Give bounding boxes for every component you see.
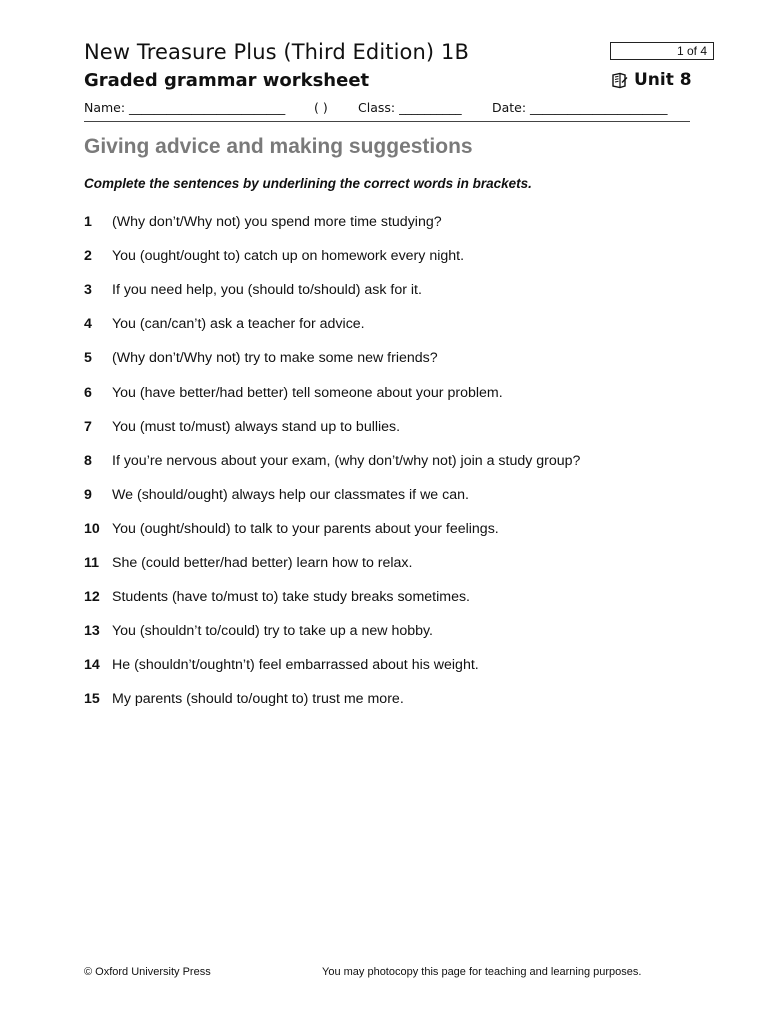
question-text: You (can/can’t) ask a teacher for advice. [112, 316, 365, 333]
question-number: 10 [84, 520, 100, 537]
footer-copyright: © Oxford University Press [84, 966, 211, 978]
question-number: 7 [84, 418, 92, 435]
header-divider [84, 121, 690, 122]
question-number: 11 [84, 555, 99, 571]
unit-label: Unit 8 [634, 70, 692, 90]
page-indicator: 1 of 4 [610, 42, 714, 60]
question-number: 1 [84, 214, 92, 230]
class-field: Class: __________ [358, 100, 462, 115]
book-pencil-icon [611, 72, 628, 89]
question-number: 5 [84, 350, 92, 367]
worksheet-subtitle: Graded grammar worksheet [84, 70, 370, 91]
question-number: 15 [84, 691, 100, 708]
instruction-text: Complete the sentences by underlining the correct words in brackets. [84, 176, 532, 191]
question-text: If you need help, you (should to/should) ask for it. [112, 282, 422, 299]
question-number: 4 [84, 316, 92, 333]
footer-notice: You may photocopy this page for teaching and learning purposes. [322, 966, 642, 978]
question-text: We (should/ought) always help our classmates if we can. [112, 486, 469, 503]
question-number: 3 [84, 282, 92, 299]
question-text: He (shouldn’t/oughtn’t) feel embarrassed about his weight. [112, 657, 479, 674]
name-field: Name: _________________________ [84, 100, 286, 115]
question-text: If you’re nervous about your exam, (why don’t/why not) join a study group? [112, 452, 581, 469]
question-text: My parents (should to/ought to) trust me more. [112, 691, 404, 708]
question-number: 12 [84, 589, 100, 606]
question-number: 8 [84, 452, 92, 469]
question-number: 6 [84, 384, 92, 401]
question-text: (Why don’t/Why not) try to make some new friends? [112, 350, 438, 367]
question-text: You (have better/had better) tell someone about your problem. [112, 384, 503, 401]
question-number: 9 [84, 486, 92, 503]
question-number: 13 [84, 623, 100, 640]
worksheet-title: New Treasure Plus (Third Edition) 1B [84, 40, 469, 64]
class-number-bracket: ( ) [314, 100, 328, 115]
question-text: She (could better/had better) learn how to relax. [112, 555, 413, 571]
question-text: You (must to/must) always stand up to bullies. [112, 418, 401, 435]
section-heading: Giving advice and making suggestions [84, 135, 473, 158]
question-text: You (ought/should) to talk to your parents about your feelings. [112, 520, 499, 537]
question-text: You (ought/ought to) catch up on homework every night. [112, 248, 465, 265]
question-number: 14 [84, 657, 100, 674]
question-text: (Why don’t/Why not) you spend more time studying? [112, 214, 442, 230]
question-text: Students (have to/must to) take study breaks sometimes. [112, 589, 470, 606]
question-number: 2 [84, 248, 92, 265]
question-text: You (shouldn’t to/could) try to take up a new hobby. [112, 623, 433, 640]
date-field: Date: ______________________ [492, 100, 668, 115]
unit-label-group [611, 70, 692, 90]
